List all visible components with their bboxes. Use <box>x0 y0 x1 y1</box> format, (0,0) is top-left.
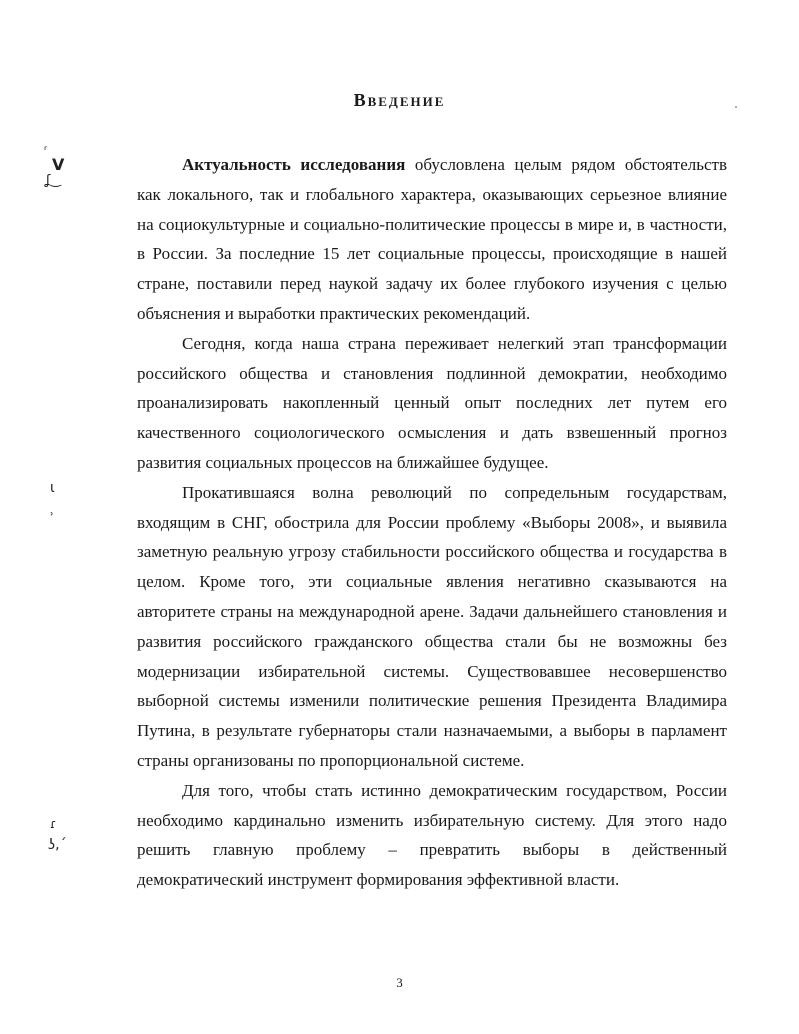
paragraph <box>137 776 727 895</box>
lead-phrase: Актуальность исследования <box>182 155 406 174</box>
page-title: Введение <box>353 90 446 110</box>
paragraph <box>137 478 727 776</box>
scan-mark-icon: V <box>52 155 65 174</box>
scan-mark-icon: ɩ <box>50 480 55 496</box>
scan-mark-icon: ʆ‿ <box>46 173 61 188</box>
scan-mark-icon: ʖ,ˊ <box>48 837 67 853</box>
body-text <box>137 150 727 895</box>
paragraph <box>137 329 727 478</box>
paragraph-text: Сегодня, когда наша страна переживает нелегкий этап трансформации российского общества и становления подлинной демократии, необходимо проанализировать накопленный ценный опыт последних лет путем его качественного социологического осмысления и дать взвешенный прогноз развития социальных процессов на ближайшее будущее. <box>137 333 727 472</box>
paragraph-text: Для того, чтобы стать истинно демократическим государством, России необходимо кардинально изменить избирательную систему. Для этого надо решить главную проблему – превратить выборы в действенный демократический инструмент формирования эффективной власти. <box>137 780 727 890</box>
paragraph <box>137 150 727 329</box>
scan-mark-icon: ʳ <box>44 143 48 157</box>
scan-mark-icon: ɾ <box>50 817 57 831</box>
scan-mark-icon: ʾ <box>50 511 54 526</box>
page-number: 3 <box>396 975 403 990</box>
paragraph-text: Прокатившаяся волна революций по сопредельным государствам, входящим в СНГ, обострила для России проблему «Выборы 2008», и выявила заметную реальную угрозу стабильности российского общества и государства в целом. Кроме того, эти социальные явления негативно сказываются на авторитете страны на международной арене. Задачи дальнейшего становления и развития российского гражданского общества стали бы не возможны без модернизации избирательной системы. Существовавшее несовершенство выборной системы изменили политические решения Президента Владимира Путина, в результате губернаторы стали назначаемыми, а выборы в парламент страны организованы по пропорциональной системе. <box>137 482 727 770</box>
paragraph-text: обусловлена целым рядом обстоятельств как локального, так и глобального характера, оказывающих серьезное влияние на социокультурные и социально-политические процессы в мире и, в частности, в России. За последние 15 лет социальные процессы, происходящие в нашей стране, поставили перед наукой задачу их более глубокого изучения с целью объяснения и выработки практических рекомендаций. <box>137 155 727 323</box>
